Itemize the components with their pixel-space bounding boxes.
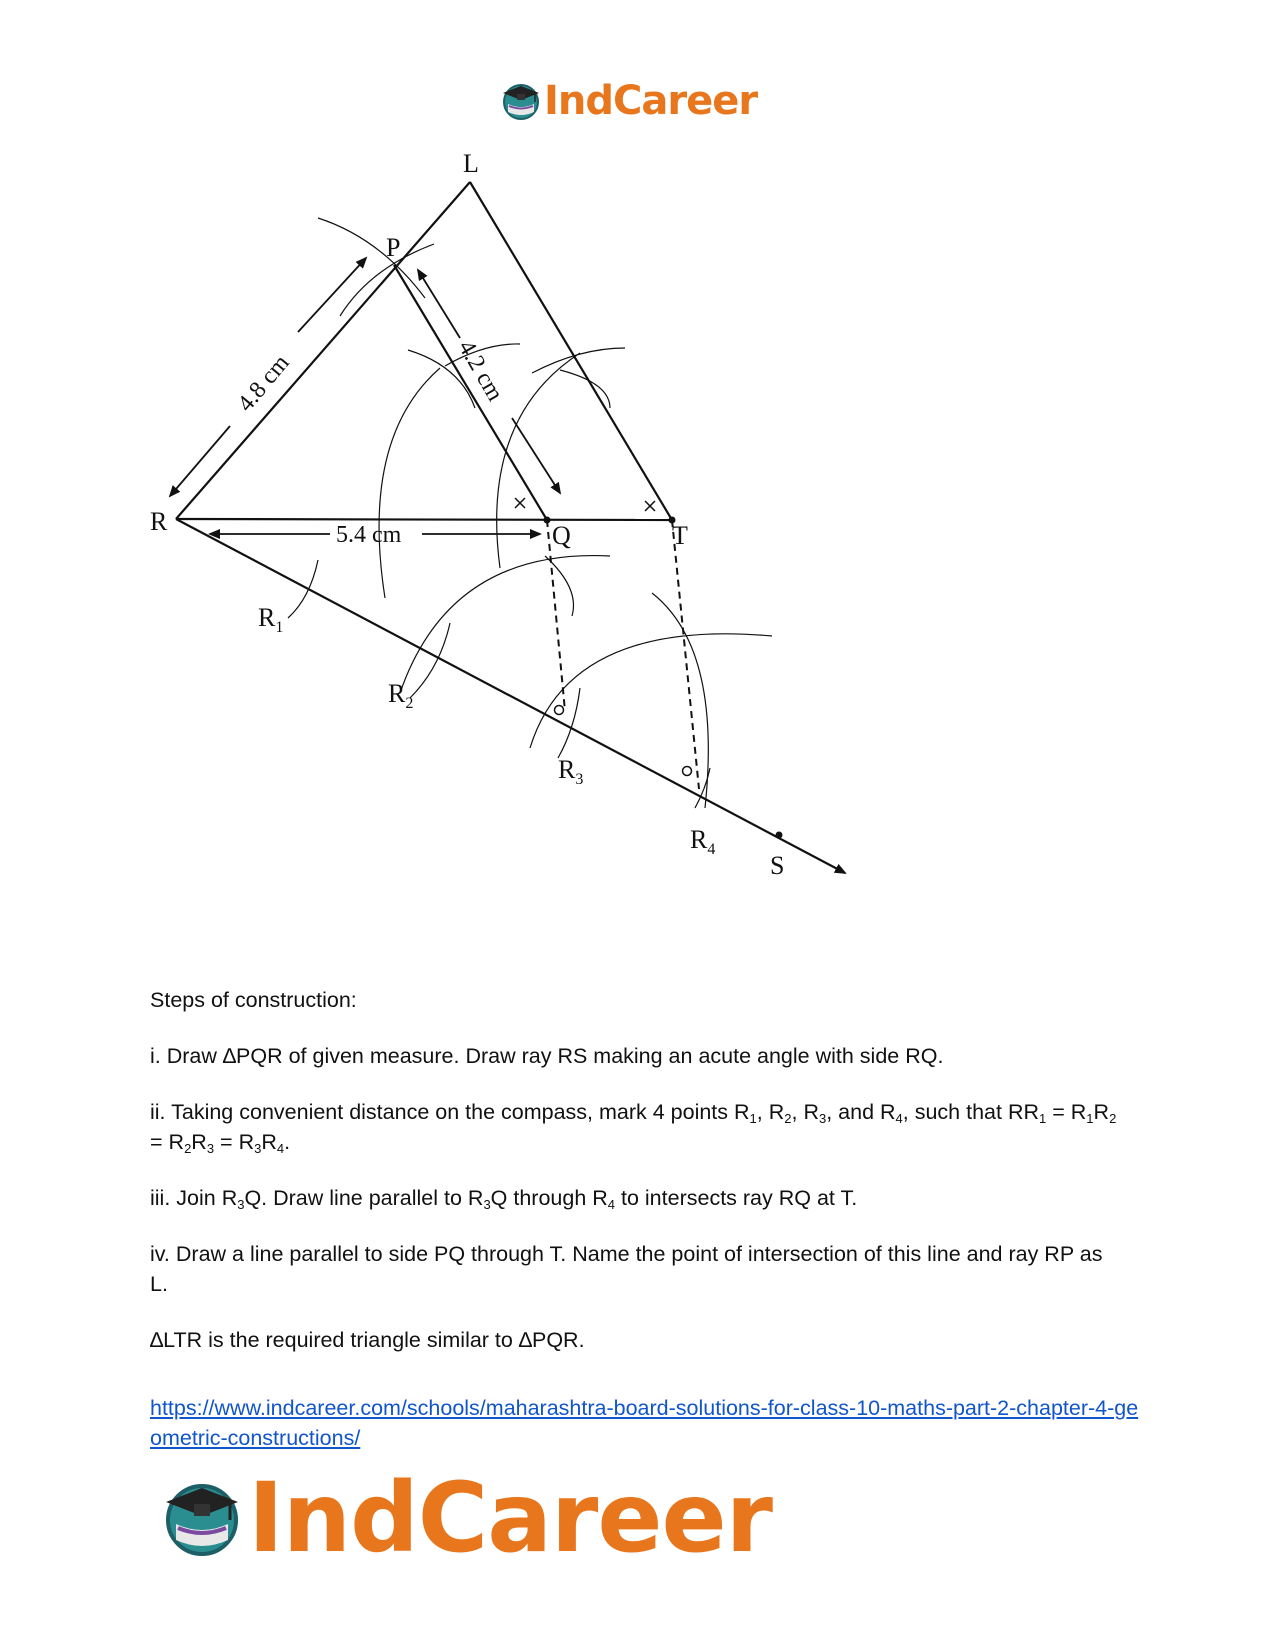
label-R: R [150, 507, 168, 536]
arc-big-3 [379, 368, 440, 598]
step-3: iii. Join $R_3Q$. Draw line parallel to $R_3Q$ through $R_4$ to intersects ray RQ at T. [150, 1186, 858, 1212]
arc-big-4 [532, 348, 625, 373]
construction-svg [140, 148, 900, 928]
logo-text: IndCareer [248, 1462, 772, 1574]
label-L: L [463, 149, 479, 178]
label-Q: Q [552, 521, 571, 550]
label-R3: $R_3$ [558, 755, 584, 788]
label-rp-length: 4.8 cm [232, 350, 295, 417]
graduation-cap-globe-icon [160, 1476, 244, 1560]
construction-diagram [140, 148, 900, 928]
label-T: T [672, 521, 688, 550]
arc-Q-right [545, 556, 573, 616]
arrow-pq-lower [512, 418, 560, 493]
arc-Q-below [400, 556, 610, 693]
line-RL [176, 182, 470, 519]
steps-heading: Steps of construction: [150, 988, 357, 1012]
steps-section [150, 985, 1120, 1381]
arc-P-1 [318, 218, 425, 298]
label-pq-length: 4.2 cm [452, 336, 508, 406]
logo-text: IndCareer [544, 78, 758, 124]
ray-RS [176, 519, 845, 873]
arrow-rp-lower [170, 426, 230, 496]
line-RT [176, 519, 672, 520]
label-P: P [386, 233, 401, 262]
arc-R1 [288, 560, 318, 618]
label-rq-length: 5.4 cm [336, 522, 402, 548]
label-R2: $R_2$ [388, 679, 414, 712]
label-S: S [770, 851, 785, 880]
header-logo [500, 78, 757, 124]
arrow-pq-upper [418, 270, 460, 338]
footer-logo [160, 1462, 772, 1574]
label-R4: $R_4$ [690, 825, 716, 858]
line-LT [470, 182, 672, 520]
source-link[interactable]: https://www.indcareer.com/schools/maharashtra-board-solutions-for-class-10-maths-part-2-chapter-4-geometric-constructions/ [150, 1396, 1139, 1450]
label-R1: $R_1$ [258, 603, 284, 636]
step-2: ii. Taking convenient distance on the compass, mark 4 points $R_1$, $R_2$, $R_3$, and $R_4$, such that $RR_1 = R_1R_2 = R_2R_3 = R_3R_4$. [150, 1100, 1117, 1156]
graduation-cap-globe-icon [500, 80, 542, 122]
step-4: iv. Draw a line parallel to side PQ through T. Name the point of intersection of this line and ray RP as L. [150, 1242, 1103, 1296]
arc-R3-2 [530, 634, 772, 748]
conclusion: ∆LTR is the required triangle similar to ∆PQR. [150, 1328, 585, 1352]
step-1: i. Draw ∆PQR of given measure. Draw ray RS making an acute angle with side RQ. [150, 1044, 944, 1068]
